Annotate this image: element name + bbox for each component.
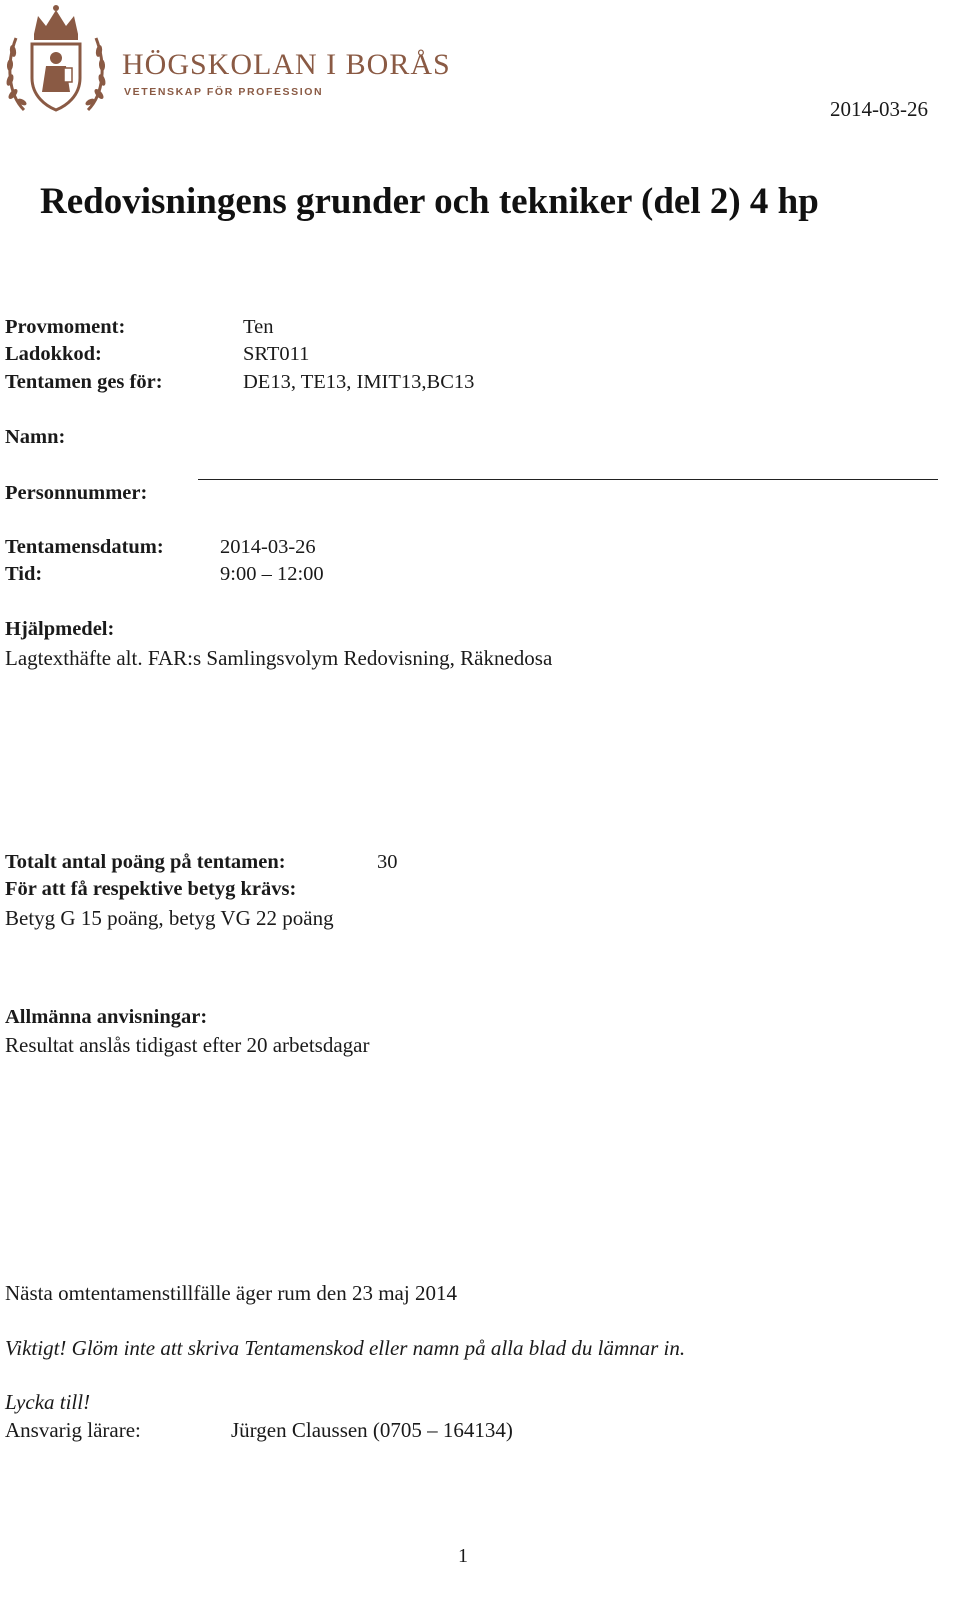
answer-line (198, 479, 938, 480)
logo-tagline: VETENSKAP FÖR PROFESSION (124, 86, 324, 98)
provmoment-value: Ten (243, 316, 274, 338)
total-points-value: 30 (377, 851, 398, 873)
good-luck-text: Lycka till! (5, 1390, 91, 1414)
provmoment-label: Provmoment: (5, 316, 126, 338)
ges-for-value: DE13, TE13, IMIT13,BC13 (243, 371, 475, 393)
tid-label: Tid: (5, 563, 43, 585)
page-title: Redovisningens grunder och tekniker (del 2) 4 hp (40, 181, 819, 222)
responsible-teacher-label: Ansvarig lärare: (5, 1418, 141, 1442)
tid-value: 9:00 – 12:00 (220, 563, 324, 585)
tentamensdatum-label: Tentamensdatum: (5, 536, 164, 558)
namn-label: Namn: (5, 426, 66, 448)
responsible-teacher-value: Jürgen Claussen (0705 – 164134) (231, 1418, 513, 1442)
university-logo (4, 2, 454, 120)
instructions-value: Resultat anslås tidigast efter 20 arbetsdagar (5, 1033, 370, 1057)
retake-info: Nästa omtentamenstillfälle äger rum den 23 maj 2014 (5, 1281, 457, 1305)
grade-requirements-value: Betyg G 15 poäng, betyg VG 22 poäng (5, 906, 334, 930)
hjalpmedel-value: Lagtexthäfte alt. FAR:s Samlingsvolym Redovisning, Räknedosa (5, 646, 553, 670)
logo-wordmark: HÖGSKOLAN I BORÅS (122, 48, 451, 81)
important-note: Viktigt! Glöm inte att skriva Tentamenskod eller namn på alla blad du lämnar in. (5, 1336, 686, 1360)
total-points-label: Totalt antal poäng på tentamen: (5, 851, 286, 873)
university-seal-icon (4, 2, 108, 118)
ges-for-label: Tentamen ges för: (5, 371, 163, 393)
ladokkod-value: SRT011 (243, 343, 310, 365)
ladokkod-label: Ladokkod: (5, 343, 102, 365)
instructions-label: Allmänna anvisningar: (5, 1006, 208, 1028)
header-date: 2014-03-26 (830, 97, 928, 121)
tentamensdatum-value: 2014-03-26 (220, 536, 316, 558)
hjalpmedel-label: Hjälpmedel: (5, 618, 115, 640)
personnummer-label: Personnummer: (5, 482, 148, 504)
grade-requirements-label: För att få respektive betyg krävs: (5, 878, 297, 900)
page-number: 1 (458, 1545, 468, 1567)
